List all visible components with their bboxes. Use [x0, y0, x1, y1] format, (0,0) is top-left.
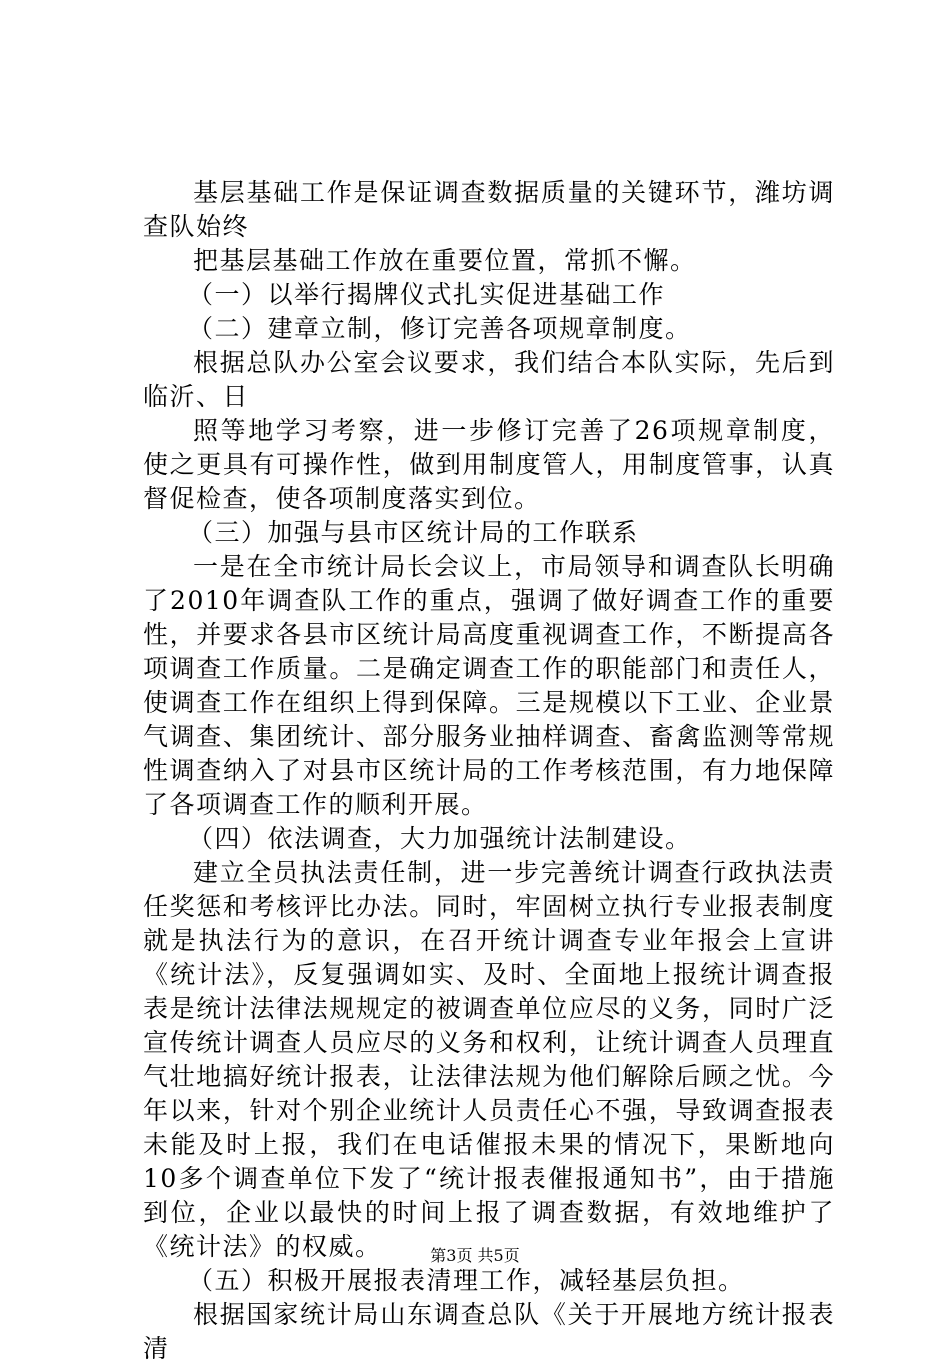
paragraph-rules-1: 根据总队办公室会议要求，我们结合本队实际，先后到临沂、日: [143, 348, 835, 411]
section-heading-3: （三）加强与县市区统计局的工作联系: [188, 518, 639, 547]
section-heading-4: （四）依法调查，大力加强统计法制建设。: [188, 824, 692, 853]
document-body: [143, 176, 835, 1366]
paragraph-intro-2: 把基层基础工作放在重要位置，常抓不懈。: [193, 246, 697, 275]
page-footer: 第3页 共5页: [430, 1246, 520, 1265]
paragraph-liaison: 一是在全市统计局长会议上，市局领导和调查队长明确了2010年调查队工作的重点，强调了做好调查工作的重要性，并要求各县市区统计局高度重视调查工作，不断提高各项调查工作质量。二是确定调查工作的职能部门和责任人，使调查工作在组织上得到保障。三是规模以下工业、企业景气调查、集团统计、部分服务业抽样调查、畜禽监测等常规性调查纳入了对县市区统计局的工作考核范围，有力地保障了各项调查工作的顺利开展。: [143, 552, 835, 819]
paragraph-rules-2: 照等地学习考察，进一步修订完善了26项规章制度，使之更具有可操作性，做到用制度管人，用制度管事，认真督促检查，使各项制度落实到位。: [143, 416, 835, 513]
section-heading-1: （一）以举行揭牌仪式扎实促进基础工作: [188, 280, 666, 309]
section-heading-5: （五）积极开展报表清理工作，减轻基层负担。: [188, 1266, 745, 1295]
paragraph-law: 建立全员执法责任制，进一步完善统计调查行政执法责任奖惩和考核评比办法。同时，牢固树立执行专业报表制度就是执法行为的意识，在召开统计调查专业年报会上宣讲《统计法》，反复强调如实、及时、全面地上报统计调查报表是统计法律法规规定的被调查单位应尽的义务，同时广泛宣传统计调查人员应尽的义务和权利，让统计调查人员理直气壮地搞好统计报表，让法律法规为他们解除后顾之忧。今年以来，针对个别企业统计人员责任心不强，导致调查报表未能及时上报，我们在电话催报未果的情况下，果断地向10多个调查单位下发了“统计报表催报通知书”，由于措施到位，企业以最快的时间上报了调查数据，有效地维护了《统计法》的权威。: [143, 858, 835, 1261]
paragraph-intro-1: 基层基础工作是保证调查数据质量的关键环节，潍坊调查队始终: [143, 178, 835, 241]
section-heading-2: （二）建章立制，修订完善各项规章制度。: [188, 314, 692, 343]
paragraph-cleanup: 根据国家统计局山东调查总队《关于开展地方统计报表清: [143, 1300, 835, 1363]
